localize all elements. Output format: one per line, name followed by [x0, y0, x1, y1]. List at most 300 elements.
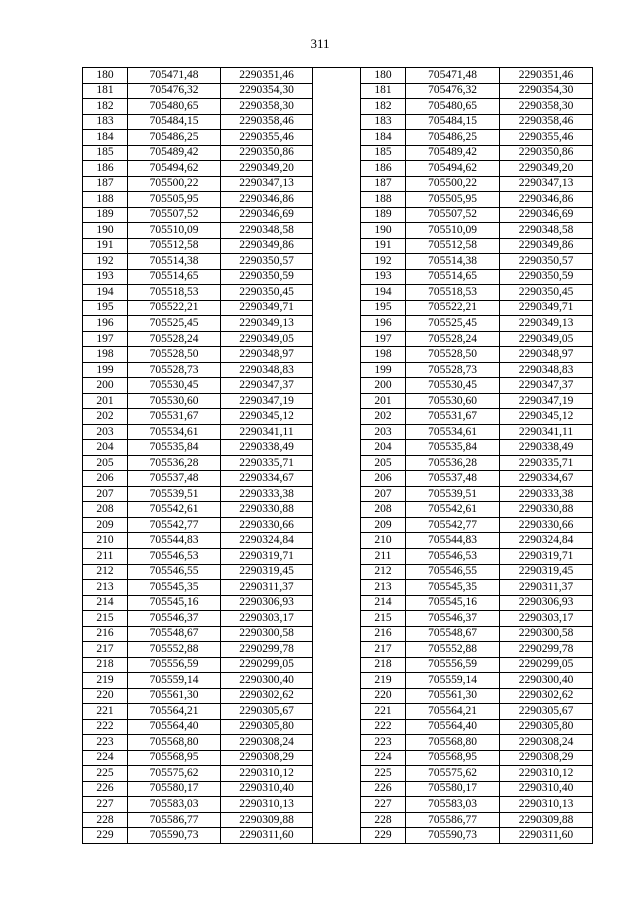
left-y-coordinate-cell: 2290308,24	[221, 735, 313, 751]
right-x-coordinate-cell: 705500,22	[406, 176, 500, 192]
right-x-coordinate-cell: 705486,25	[406, 130, 500, 146]
left-point-number-cell: 219	[83, 673, 128, 689]
left-x-coordinate-cell: 705494,62	[128, 161, 221, 177]
right-x-coordinate-cell: 705535,84	[406, 440, 500, 456]
right-point-number-cell: 196	[361, 316, 406, 332]
right-point-number-cell: 190	[361, 223, 406, 239]
column-gap	[313, 750, 361, 766]
left-y-coordinate-cell: 2290305,67	[221, 704, 313, 720]
left-x-coordinate-cell: 705480,65	[128, 99, 221, 115]
left-point-number-cell: 218	[83, 657, 128, 673]
left-x-coordinate-cell: 705500,22	[128, 176, 221, 192]
column-gap	[313, 161, 361, 177]
left-point-number-cell: 185	[83, 145, 128, 161]
right-x-coordinate-cell: 705559,14	[406, 673, 500, 689]
left-point-number-cell: 225	[83, 766, 128, 782]
right-y-coordinate-cell: 2290308,24	[500, 735, 593, 751]
left-y-coordinate-cell: 2290350,59	[221, 269, 313, 285]
right-point-number-cell: 182	[361, 99, 406, 115]
left-x-coordinate-cell: 705514,38	[128, 254, 221, 270]
left-x-coordinate-cell: 705514,65	[128, 269, 221, 285]
right-y-coordinate-cell: 2290333,38	[500, 486, 593, 502]
left-y-coordinate-cell: 2290309,88	[221, 812, 313, 828]
column-gap	[313, 471, 361, 487]
column-gap	[313, 564, 361, 580]
left-point-number-cell: 206	[83, 471, 128, 487]
column-gap	[313, 595, 361, 611]
right-point-number-cell: 201	[361, 393, 406, 409]
right-x-coordinate-cell: 705528,50	[406, 347, 500, 363]
left-point-number-cell: 198	[83, 347, 128, 363]
left-y-coordinate-cell: 2290351,46	[221, 68, 313, 84]
right-y-coordinate-cell: 2290348,97	[500, 347, 593, 363]
column-gap	[313, 83, 361, 99]
column-gap	[313, 223, 361, 239]
left-x-coordinate-cell: 705534,61	[128, 424, 221, 440]
left-y-coordinate-cell: 2290302,62	[221, 688, 313, 704]
left-point-number-cell: 181	[83, 83, 128, 99]
right-y-coordinate-cell: 2290308,29	[500, 750, 593, 766]
right-point-number-cell: 204	[361, 440, 406, 456]
right-point-number-cell: 229	[361, 828, 406, 844]
right-point-number-cell: 218	[361, 657, 406, 673]
table-row	[83, 424, 593, 440]
left-x-coordinate-cell: 705518,53	[128, 285, 221, 301]
left-point-number-cell: 207	[83, 486, 128, 502]
right-y-coordinate-cell: 2290319,45	[500, 564, 593, 580]
left-point-number-cell: 212	[83, 564, 128, 580]
column-gap	[313, 611, 361, 627]
column-gap	[313, 455, 361, 471]
table-row	[83, 440, 593, 456]
left-x-coordinate-cell: 705510,09	[128, 223, 221, 239]
table-row	[83, 114, 593, 130]
left-x-coordinate-cell: 705546,37	[128, 611, 221, 627]
left-y-coordinate-cell: 2290358,30	[221, 99, 313, 115]
left-y-coordinate-cell: 2290347,19	[221, 393, 313, 409]
right-y-coordinate-cell: 2290309,88	[500, 812, 593, 828]
table-row	[83, 719, 593, 735]
right-point-number-cell: 193	[361, 269, 406, 285]
table-row	[83, 285, 593, 301]
right-x-coordinate-cell: 705514,65	[406, 269, 500, 285]
right-x-coordinate-cell: 705494,62	[406, 161, 500, 177]
right-y-coordinate-cell: 2290347,37	[500, 378, 593, 394]
table-row	[83, 269, 593, 285]
table-row	[83, 471, 593, 487]
left-y-coordinate-cell: 2290310,13	[221, 797, 313, 813]
right-x-coordinate-cell: 705537,48	[406, 471, 500, 487]
column-gap	[313, 68, 361, 84]
left-y-coordinate-cell: 2290349,13	[221, 316, 313, 332]
column-gap	[313, 114, 361, 130]
right-x-coordinate-cell: 705575,62	[406, 766, 500, 782]
left-x-coordinate-cell: 705528,24	[128, 331, 221, 347]
left-y-coordinate-cell: 2290333,38	[221, 486, 313, 502]
left-y-coordinate-cell: 2290341,11	[221, 424, 313, 440]
right-point-number-cell: 212	[361, 564, 406, 580]
table-row	[83, 580, 593, 596]
column-gap	[313, 316, 361, 332]
left-point-number-cell: 184	[83, 130, 128, 146]
table-row	[83, 688, 593, 704]
right-x-coordinate-cell: 705525,45	[406, 316, 500, 332]
left-y-coordinate-cell: 2290347,37	[221, 378, 313, 394]
left-y-coordinate-cell: 2290306,93	[221, 595, 313, 611]
right-x-coordinate-cell: 705534,61	[406, 424, 500, 440]
table-row	[83, 238, 593, 254]
left-point-number-cell: 186	[83, 161, 128, 177]
left-x-coordinate-cell: 705590,73	[128, 828, 221, 844]
right-point-number-cell: 221	[361, 704, 406, 720]
left-x-coordinate-cell: 705528,73	[128, 362, 221, 378]
right-x-coordinate-cell: 705564,40	[406, 719, 500, 735]
left-point-number-cell: 220	[83, 688, 128, 704]
right-y-coordinate-cell: 2290347,13	[500, 176, 593, 192]
right-point-number-cell: 224	[361, 750, 406, 766]
left-x-coordinate-cell: 705489,42	[128, 145, 221, 161]
column-gap	[313, 688, 361, 704]
column-gap	[313, 766, 361, 782]
left-y-coordinate-cell: 2290324,84	[221, 533, 313, 549]
right-x-coordinate-cell: 705505,95	[406, 192, 500, 208]
right-x-coordinate-cell: 705586,77	[406, 812, 500, 828]
right-y-coordinate-cell: 2290349,13	[500, 316, 593, 332]
left-y-coordinate-cell: 2290348,58	[221, 223, 313, 239]
column-gap	[313, 657, 361, 673]
left-y-coordinate-cell: 2290303,17	[221, 611, 313, 627]
left-point-number-cell: 193	[83, 269, 128, 285]
left-point-number-cell: 202	[83, 409, 128, 425]
left-x-coordinate-cell: 705556,59	[128, 657, 221, 673]
left-x-coordinate-cell: 705535,84	[128, 440, 221, 456]
left-y-coordinate-cell: 2290311,37	[221, 580, 313, 596]
right-x-coordinate-cell: 705480,65	[406, 99, 500, 115]
column-gap	[313, 735, 361, 751]
column-gap	[313, 393, 361, 409]
right-point-number-cell: 214	[361, 595, 406, 611]
left-point-number-cell: 210	[83, 533, 128, 549]
right-point-number-cell: 205	[361, 455, 406, 471]
column-gap	[313, 548, 361, 564]
right-point-number-cell: 223	[361, 735, 406, 751]
left-point-number-cell: 224	[83, 750, 128, 766]
left-y-coordinate-cell: 2290308,29	[221, 750, 313, 766]
left-point-number-cell: 226	[83, 781, 128, 797]
right-y-coordinate-cell: 2290346,86	[500, 192, 593, 208]
column-gap	[313, 347, 361, 363]
table-row	[83, 207, 593, 223]
column-gap	[313, 580, 361, 596]
column-gap	[313, 269, 361, 285]
table-row	[83, 130, 593, 146]
left-x-coordinate-cell: 705522,21	[128, 300, 221, 316]
right-point-number-cell: 200	[361, 378, 406, 394]
right-point-number-cell: 211	[361, 548, 406, 564]
left-point-number-cell: 229	[83, 828, 128, 844]
left-x-coordinate-cell: 705546,55	[128, 564, 221, 580]
right-point-number-cell: 183	[361, 114, 406, 130]
right-x-coordinate-cell: 705568,95	[406, 750, 500, 766]
left-point-number-cell: 228	[83, 812, 128, 828]
left-y-coordinate-cell: 2290319,45	[221, 564, 313, 580]
table-row	[83, 517, 593, 533]
column-gap	[313, 300, 361, 316]
right-point-number-cell: 210	[361, 533, 406, 549]
left-y-coordinate-cell: 2290348,83	[221, 362, 313, 378]
right-y-coordinate-cell: 2290345,12	[500, 409, 593, 425]
left-point-number-cell: 199	[83, 362, 128, 378]
right-x-coordinate-cell: 705528,24	[406, 331, 500, 347]
table-row	[83, 455, 593, 471]
table-row	[83, 68, 593, 84]
table-row	[83, 223, 593, 239]
right-x-coordinate-cell: 705514,38	[406, 254, 500, 270]
right-y-coordinate-cell: 2290299,05	[500, 657, 593, 673]
column-gap	[313, 285, 361, 301]
left-x-coordinate-cell: 705530,45	[128, 378, 221, 394]
left-x-coordinate-cell: 705546,53	[128, 548, 221, 564]
right-point-number-cell: 195	[361, 300, 406, 316]
left-point-number-cell: 223	[83, 735, 128, 751]
table-row	[83, 192, 593, 208]
left-y-coordinate-cell: 2290350,86	[221, 145, 313, 161]
right-y-coordinate-cell: 2290335,71	[500, 455, 593, 471]
table-row	[83, 331, 593, 347]
column-gap	[313, 378, 361, 394]
right-y-coordinate-cell: 2290349,05	[500, 331, 593, 347]
left-x-coordinate-cell: 705548,67	[128, 626, 221, 642]
column-gap	[313, 502, 361, 518]
column-gap	[313, 486, 361, 502]
column-gap	[313, 331, 361, 347]
table-row	[83, 378, 593, 394]
right-y-coordinate-cell: 2290358,30	[500, 99, 593, 115]
column-gap	[313, 781, 361, 797]
table-row	[83, 533, 593, 549]
left-x-coordinate-cell: 705507,52	[128, 207, 221, 223]
coordinates-table-body	[83, 68, 593, 844]
column-gap	[313, 797, 361, 813]
left-x-coordinate-cell: 705542,77	[128, 517, 221, 533]
left-y-coordinate-cell: 2290311,60	[221, 828, 313, 844]
left-point-number-cell: 196	[83, 316, 128, 332]
left-y-coordinate-cell: 2290355,46	[221, 130, 313, 146]
column-gap	[313, 440, 361, 456]
right-x-coordinate-cell: 705548,67	[406, 626, 500, 642]
right-y-coordinate-cell: 2290346,69	[500, 207, 593, 223]
left-y-coordinate-cell: 2290349,71	[221, 300, 313, 316]
left-y-coordinate-cell: 2290346,86	[221, 192, 313, 208]
left-y-coordinate-cell: 2290310,40	[221, 781, 313, 797]
right-y-coordinate-cell: 2290319,71	[500, 548, 593, 564]
right-point-number-cell: 185	[361, 145, 406, 161]
right-point-number-cell: 207	[361, 486, 406, 502]
left-x-coordinate-cell: 705536,28	[128, 455, 221, 471]
left-point-number-cell: 203	[83, 424, 128, 440]
table-row	[83, 642, 593, 658]
left-point-number-cell: 217	[83, 642, 128, 658]
column-gap	[313, 192, 361, 208]
right-y-coordinate-cell: 2290310,12	[500, 766, 593, 782]
left-x-coordinate-cell: 705545,35	[128, 580, 221, 596]
right-x-coordinate-cell: 705522,21	[406, 300, 500, 316]
right-point-number-cell: 191	[361, 238, 406, 254]
left-x-coordinate-cell: 705505,95	[128, 192, 221, 208]
left-x-coordinate-cell: 705512,58	[128, 238, 221, 254]
table-row	[83, 347, 593, 363]
column-gap	[313, 626, 361, 642]
left-point-number-cell: 205	[83, 455, 128, 471]
right-y-coordinate-cell: 2290330,66	[500, 517, 593, 533]
right-x-coordinate-cell: 705510,09	[406, 223, 500, 239]
left-point-number-cell: 194	[83, 285, 128, 301]
left-x-coordinate-cell: 705564,40	[128, 719, 221, 735]
left-point-number-cell: 180	[83, 68, 128, 84]
column-gap	[313, 176, 361, 192]
right-y-coordinate-cell: 2290358,46	[500, 114, 593, 130]
right-y-coordinate-cell: 2290324,84	[500, 533, 593, 549]
right-point-number-cell: 197	[361, 331, 406, 347]
left-point-number-cell: 211	[83, 548, 128, 564]
right-x-coordinate-cell: 705590,73	[406, 828, 500, 844]
column-gap	[313, 704, 361, 720]
right-y-coordinate-cell: 2290350,59	[500, 269, 593, 285]
right-x-coordinate-cell: 705512,58	[406, 238, 500, 254]
table-row	[83, 673, 593, 689]
left-x-coordinate-cell: 705568,80	[128, 735, 221, 751]
column-gap	[313, 828, 361, 844]
right-point-number-cell: 180	[361, 68, 406, 84]
right-y-coordinate-cell: 2290302,62	[500, 688, 593, 704]
left-point-number-cell: 201	[83, 393, 128, 409]
right-point-number-cell: 187	[361, 176, 406, 192]
table-row	[83, 626, 593, 642]
left-y-coordinate-cell: 2290346,69	[221, 207, 313, 223]
table-row	[83, 83, 593, 99]
left-x-coordinate-cell: 705530,60	[128, 393, 221, 409]
table-row	[83, 176, 593, 192]
left-y-coordinate-cell: 2290300,58	[221, 626, 313, 642]
table-row	[83, 735, 593, 751]
right-y-coordinate-cell: 2290349,20	[500, 161, 593, 177]
table-row	[83, 766, 593, 782]
left-point-number-cell: 183	[83, 114, 128, 130]
left-x-coordinate-cell: 705539,51	[128, 486, 221, 502]
right-x-coordinate-cell: 705552,88	[406, 642, 500, 658]
left-x-coordinate-cell: 705542,61	[128, 502, 221, 518]
right-y-coordinate-cell: 2290310,13	[500, 797, 593, 813]
left-point-number-cell: 190	[83, 223, 128, 239]
left-x-coordinate-cell: 705544,83	[128, 533, 221, 549]
right-point-number-cell: 222	[361, 719, 406, 735]
right-point-number-cell: 199	[361, 362, 406, 378]
left-y-coordinate-cell: 2290345,12	[221, 409, 313, 425]
table-row	[83, 611, 593, 627]
right-y-coordinate-cell: 2290349,71	[500, 300, 593, 316]
right-x-coordinate-cell: 705476,32	[406, 83, 500, 99]
right-y-coordinate-cell: 2290310,40	[500, 781, 593, 797]
right-y-coordinate-cell: 2290334,67	[500, 471, 593, 487]
right-x-coordinate-cell: 705544,83	[406, 533, 500, 549]
left-point-number-cell: 182	[83, 99, 128, 115]
right-x-coordinate-cell: 705583,03	[406, 797, 500, 813]
table-row	[83, 362, 593, 378]
left-x-coordinate-cell: 705528,50	[128, 347, 221, 363]
left-x-coordinate-cell: 705471,48	[128, 68, 221, 84]
right-x-coordinate-cell: 705546,53	[406, 548, 500, 564]
right-y-coordinate-cell: 2290354,30	[500, 83, 593, 99]
left-y-coordinate-cell: 2290354,30	[221, 83, 313, 99]
right-y-coordinate-cell: 2290351,46	[500, 68, 593, 84]
right-y-coordinate-cell: 2290338,49	[500, 440, 593, 456]
right-point-number-cell: 202	[361, 409, 406, 425]
right-x-coordinate-cell: 705580,17	[406, 781, 500, 797]
left-y-coordinate-cell: 2290310,12	[221, 766, 313, 782]
right-x-coordinate-cell: 705546,55	[406, 564, 500, 580]
left-y-coordinate-cell: 2290334,67	[221, 471, 313, 487]
right-point-number-cell: 213	[361, 580, 406, 596]
left-y-coordinate-cell: 2290335,71	[221, 455, 313, 471]
column-gap	[313, 533, 361, 549]
table-row	[83, 145, 593, 161]
left-x-coordinate-cell: 705484,15	[128, 114, 221, 130]
left-x-coordinate-cell: 705580,17	[128, 781, 221, 797]
right-y-coordinate-cell: 2290347,19	[500, 393, 593, 409]
right-y-coordinate-cell: 2290305,80	[500, 719, 593, 735]
table-row	[83, 300, 593, 316]
left-x-coordinate-cell: 705537,48	[128, 471, 221, 487]
right-y-coordinate-cell: 2290348,58	[500, 223, 593, 239]
right-x-coordinate-cell: 705546,37	[406, 611, 500, 627]
left-y-coordinate-cell: 2290348,97	[221, 347, 313, 363]
right-point-number-cell: 228	[361, 812, 406, 828]
left-x-coordinate-cell: 705583,03	[128, 797, 221, 813]
left-x-coordinate-cell: 705486,25	[128, 130, 221, 146]
table-row	[83, 704, 593, 720]
left-y-coordinate-cell: 2290300,40	[221, 673, 313, 689]
right-point-number-cell: 192	[361, 254, 406, 270]
left-point-number-cell: 209	[83, 517, 128, 533]
right-x-coordinate-cell: 705530,60	[406, 393, 500, 409]
right-y-coordinate-cell: 2290311,37	[500, 580, 593, 596]
table-row	[83, 161, 593, 177]
column-gap	[313, 673, 361, 689]
left-x-coordinate-cell: 705561,30	[128, 688, 221, 704]
column-gap	[313, 130, 361, 146]
right-y-coordinate-cell: 2290311,60	[500, 828, 593, 844]
right-x-coordinate-cell: 705489,42	[406, 145, 500, 161]
left-point-number-cell: 221	[83, 704, 128, 720]
right-y-coordinate-cell: 2290299,78	[500, 642, 593, 658]
table-row	[83, 99, 593, 115]
left-y-coordinate-cell: 2290358,46	[221, 114, 313, 130]
right-x-coordinate-cell: 705545,35	[406, 580, 500, 596]
left-y-coordinate-cell: 2290349,86	[221, 238, 313, 254]
table-row	[83, 254, 593, 270]
right-x-coordinate-cell: 705542,77	[406, 517, 500, 533]
left-x-coordinate-cell: 705525,45	[128, 316, 221, 332]
right-x-coordinate-cell: 705539,51	[406, 486, 500, 502]
right-point-number-cell: 225	[361, 766, 406, 782]
left-point-number-cell: 191	[83, 238, 128, 254]
right-point-number-cell: 217	[361, 642, 406, 658]
right-x-coordinate-cell: 705545,16	[406, 595, 500, 611]
right-y-coordinate-cell: 2290350,57	[500, 254, 593, 270]
right-y-coordinate-cell: 2290341,11	[500, 424, 593, 440]
right-x-coordinate-cell: 705518,53	[406, 285, 500, 301]
right-y-coordinate-cell: 2290330,88	[500, 502, 593, 518]
